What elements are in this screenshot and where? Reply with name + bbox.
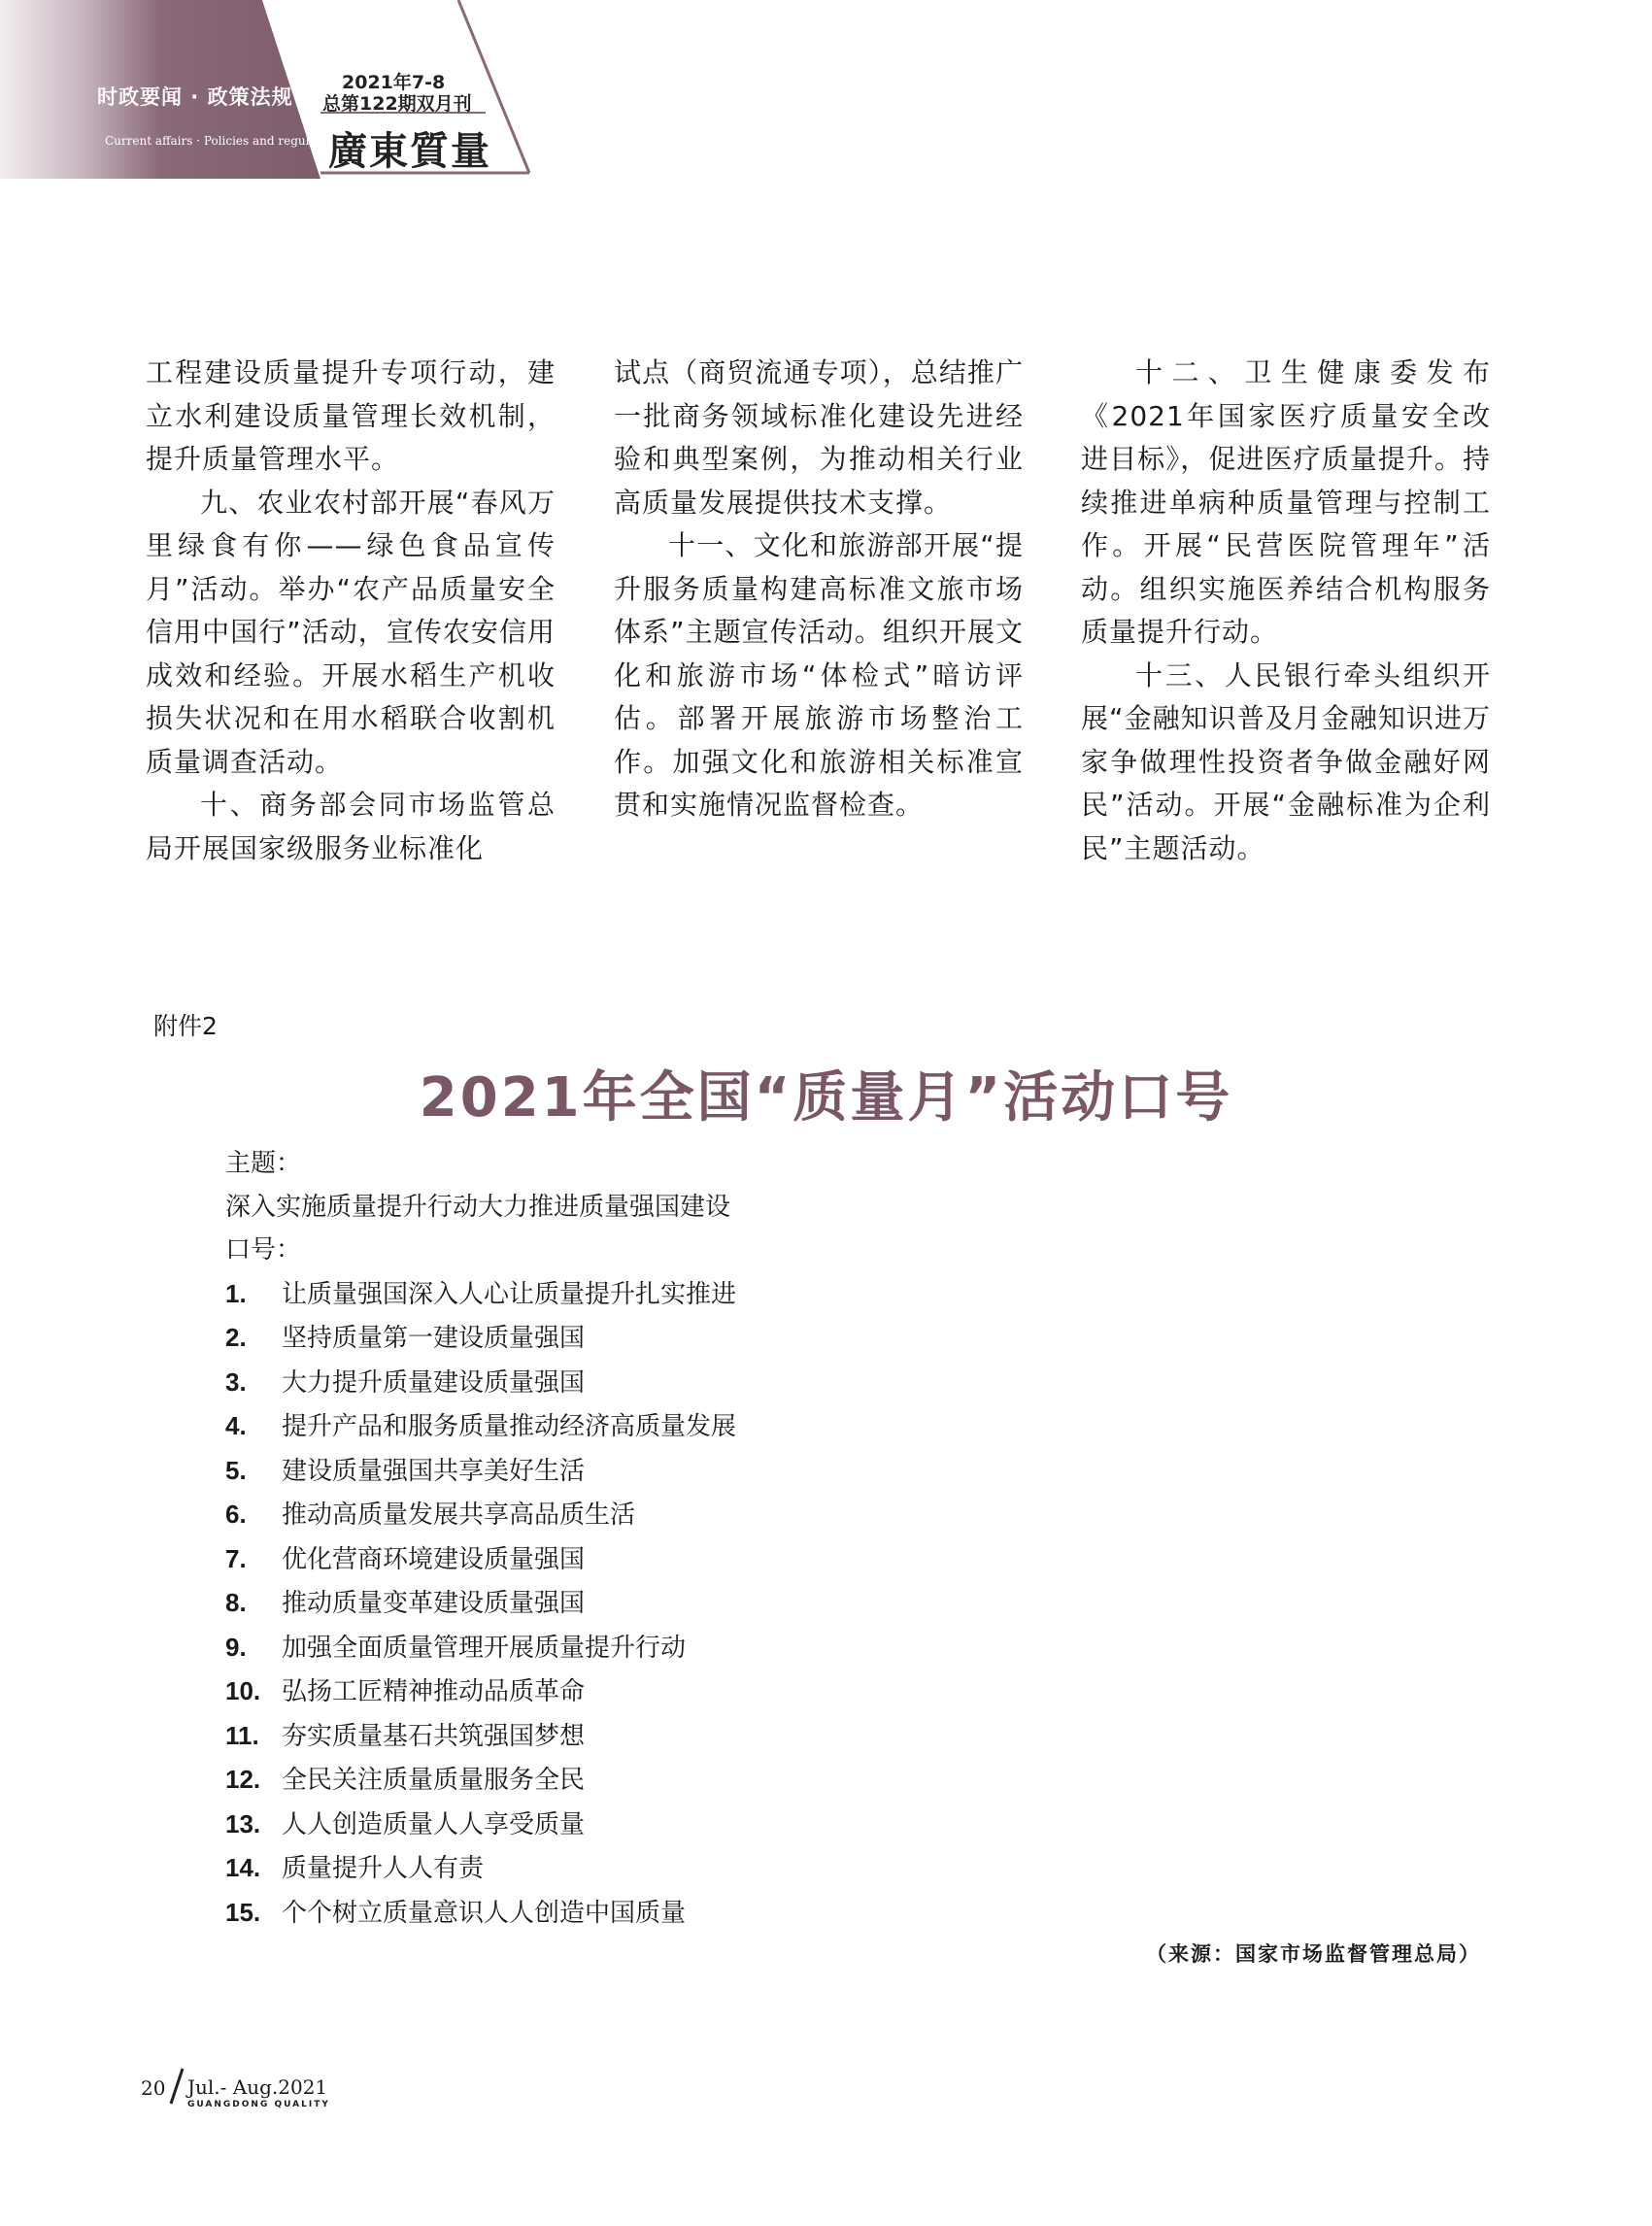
source-note: （来源：国家市场监督管理总局）: [1146, 1942, 1481, 1966]
slogan-text: 全民关注质量质量服务全民: [282, 1766, 586, 1795]
slogan-number: 4.: [225, 1411, 247, 1440]
slogan-item: [225, 1493, 736, 1537]
slogan-item: [225, 1803, 736, 1847]
paragraph: 十一、文化和旅游部开展“提升服务质量构建高标准文旅市场体系”主题宣传活动。组织开展文化和旅游市场“体检式”暗访评估。部署开展旅游市场整治工作。加强文化和旅游相关标准宣贯和实施情况监督检查。: [614, 529, 1024, 821]
slogan-text: 推动质量变革建设质量强国: [282, 1589, 586, 1618]
text-column-2: [614, 352, 1024, 827]
slogan-number: 8.: [225, 1588, 247, 1617]
slogan-text: 推动高质量发展共享高品质生活: [282, 1501, 636, 1530]
slogan-number: 2.: [225, 1323, 247, 1352]
annex-label: 附件2: [153, 1012, 218, 1040]
section-title: 时政要闻 · 政策法规: [97, 85, 293, 109]
slogan-item: [225, 1846, 736, 1891]
slogan-item: [225, 1537, 736, 1582]
slogan-number: 13.: [225, 1808, 261, 1838]
page-number: 20: [141, 2076, 166, 2100]
slogan-text: 夯实质量基石共筑强国梦想: [282, 1721, 586, 1751]
slogan-text: 质量提升人人有责: [282, 1854, 485, 1883]
annex-title: 2021年全国“质量月”活动口号: [419, 1066, 1233, 1130]
issue-number: 总第122期双月刊: [322, 93, 472, 115]
slogan-text: 加强全面质量管理开展质量提升行动: [282, 1633, 687, 1663]
slogan-item: [225, 1272, 736, 1317]
paragraph: 十三、人民银行牵头组织开展“金融知识普及月金融知识进万家争做理性投资者争做金融好网民”活动。开展“金融标准为企利民”主题活动。: [1081, 658, 1491, 864]
theme-label: 主题：: [225, 1149, 302, 1178]
slogan-item: [225, 1361, 736, 1405]
slogan-item: [225, 1626, 736, 1670]
footer-magazine-name: GUANGDONG QUALITY: [187, 2100, 330, 2109]
slogan-number: 15.: [225, 1897, 261, 1927]
slogan-item: [225, 1670, 736, 1714]
paragraph: 十二、卫生健康委发布《2021年国家医疗质量安全改进目标》，促进医疗质量提升。持续推进单病种质量管理与控制工作。开展“民营医院管理年”活动。组织实施医养结合机构服务质量提升行动。: [1081, 356, 1491, 648]
slogan-text: 弘扬工匠精神推动品质革命: [282, 1677, 586, 1706]
slogan-item: [225, 1449, 736, 1494]
slogan-item: [225, 1581, 736, 1626]
section-title-en: Current affairs · Policies and regulations: [105, 134, 346, 148]
slogan-text: 大力提升质量建设质量强国: [282, 1367, 586, 1398]
slogan-section: [225, 1142, 736, 1935]
slogan-number: 11.: [225, 1720, 259, 1750]
slogan-number: 6.: [225, 1500, 247, 1529]
slogan-item: [225, 1404, 736, 1449]
slogan-item: [225, 1891, 736, 1936]
slogan-number: 7.: [225, 1543, 247, 1573]
slogan-text: 坚持质量第一建设质量强国: [282, 1324, 586, 1353]
slogan-number: 5.: [225, 1455, 247, 1485]
slogan-text: 个个树立质量意识人人创造中国质量: [282, 1898, 687, 1928]
slogan-number: 14.: [225, 1853, 261, 1882]
page-header: [0, 0, 544, 179]
slogan-number: 1.: [225, 1278, 247, 1308]
slogan-text: 让质量强国深入人心让质量提升扎实推进: [282, 1279, 737, 1309]
slogan-item: [225, 1316, 736, 1361]
slogan-text: 建设质量强国共享美好生活: [282, 1456, 586, 1486]
footer-date: Jul.- Aug.2021: [187, 2075, 328, 2099]
paragraph: 十、商务部会同市场监管总局开展国家级服务业标准化: [146, 789, 556, 864]
slogans-label: 口号：: [225, 1235, 302, 1265]
slogan-list: [225, 1272, 736, 1936]
slogan-item: [225, 1714, 736, 1759]
magazine-logo: 廣東質量: [328, 128, 491, 174]
slogan-number: 10.: [225, 1676, 261, 1705]
slogan-number: 9.: [225, 1632, 247, 1662]
footer-slash-mark: [167, 2067, 186, 2106]
slogan-number: 3.: [225, 1366, 247, 1397]
paragraph: 试点（商贸流通专项），总结推广一批商务领域标准化建设先进经验和典型案例，为推动相关行业高质量发展提供技术支撑。: [614, 356, 1024, 519]
text-column-1: [146, 352, 556, 870]
paragraph: 九、农业农村部开展“春风万里绿食有你——绿色食品宣传月”活动。举办“农产品质量安全信用中国行”活动，宣传农安信用成效和经验。开展水稻生产机收损失状况和在用水稻联合收割机质量调查活动。: [146, 486, 556, 778]
slogan-number: 12.: [225, 1765, 261, 1794]
paragraph: 工程建设质量提升专项行动，建立水利建设质量管理长效机制，提升质量管理水平。: [146, 356, 556, 475]
text-column-3: [1081, 352, 1491, 870]
theme-text: 深入实施质量提升行动大力推进质量强国建设: [225, 1192, 731, 1222]
slogan-text: 提升产品和服务质量推动经济高质量发展: [282, 1412, 737, 1441]
slogan-text: 人人创造质量人人享受质量: [282, 1809, 586, 1839]
slogan-item: [225, 1758, 736, 1803]
slogan-text: 优化营商环境建设质量强国: [282, 1544, 586, 1574]
issue-date: 2021年7-8: [342, 72, 446, 93]
